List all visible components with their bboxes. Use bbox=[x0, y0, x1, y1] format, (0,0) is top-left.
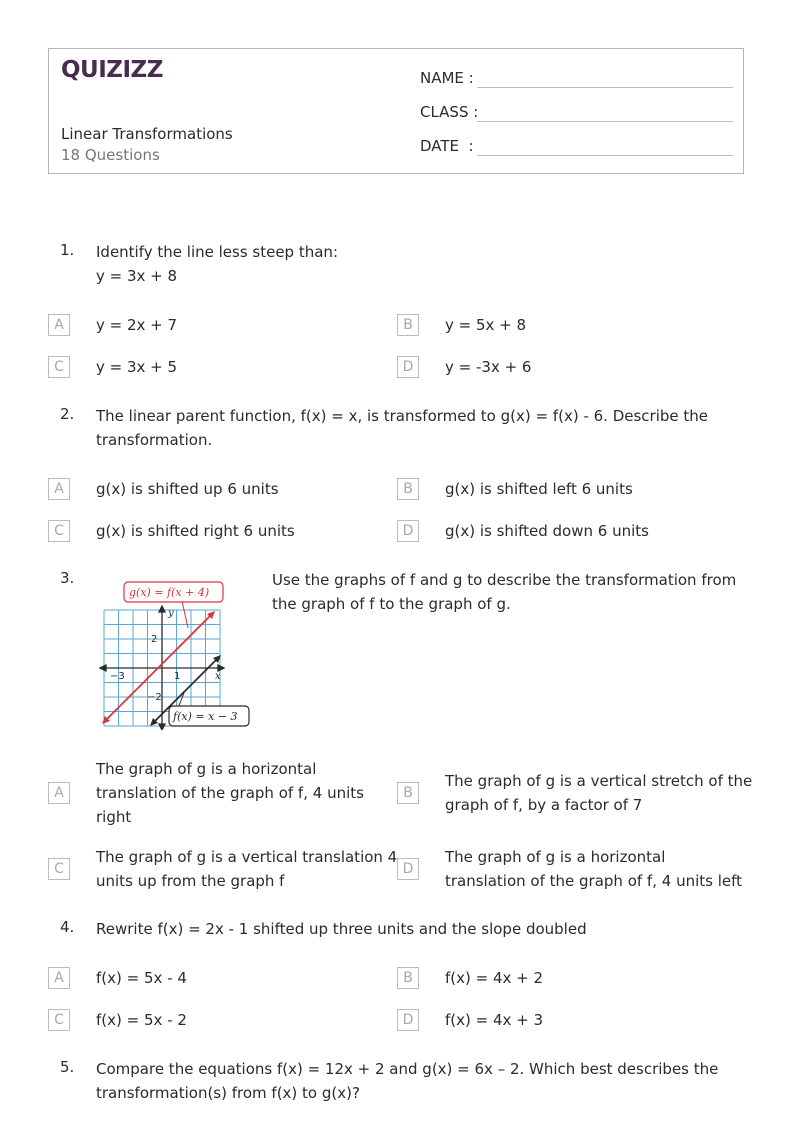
question-count: 18 Questions bbox=[61, 146, 160, 164]
worksheet-header bbox=[48, 48, 744, 174]
question-2-line-1: The linear parent function, f(x) = x, is transformed to g(x) = f(x) - 6. Describe the bbox=[96, 407, 709, 425]
question-5-text bbox=[96, 1057, 718, 1105]
tick-label-y2: 2 bbox=[151, 634, 158, 645]
q1-option-b-box[interactable]: B bbox=[397, 314, 419, 336]
q3-option-a-line-1: The graph of g is a horizontal bbox=[96, 760, 317, 778]
q3-option-c-text bbox=[96, 845, 397, 893]
tick-label-x-neg3: −3 bbox=[110, 671, 125, 682]
q3-option-a-line-3: right bbox=[96, 808, 132, 826]
question-3-line-2: the graph of f to the graph of g. bbox=[272, 595, 511, 613]
question-4-line-1: Rewrite f(x) = 2x - 1 shifted up three units and the slope doubled bbox=[96, 920, 587, 938]
tick-label-y-neg2: −2 bbox=[147, 692, 162, 703]
q4-option-b-text: f(x) = 4x + 2 bbox=[445, 969, 544, 987]
g-label: g(x) = f(x + 4) bbox=[129, 586, 210, 599]
q3-option-b-line-2: graph of f, by a factor of 7 bbox=[445, 796, 643, 814]
class-line[interactable] bbox=[477, 121, 733, 122]
quizizz-logo: QUIZIZZ bbox=[61, 57, 163, 83]
q1-option-d-text: y = -3x + 6 bbox=[445, 358, 532, 376]
q2-option-b-text: g(x) is shifted left 6 units bbox=[445, 480, 633, 498]
date-line[interactable] bbox=[477, 155, 733, 156]
q2-option-a-text: g(x) is shifted up 6 units bbox=[96, 480, 279, 498]
q2-option-d-text: g(x) is shifted down 6 units bbox=[445, 522, 649, 540]
worksheet-title: Linear Transformations bbox=[61, 125, 233, 143]
q2-option-d-box[interactable]: D bbox=[397, 520, 419, 542]
question-3-line-1: Use the graphs of f and g to describe the transformation from bbox=[272, 571, 737, 589]
name-label: NAME : bbox=[420, 69, 474, 87]
q4-option-d-box[interactable]: D bbox=[397, 1009, 419, 1031]
q4-option-d-text: f(x) = 4x + 3 bbox=[445, 1011, 544, 1029]
q3-option-b-box[interactable]: B bbox=[397, 782, 419, 804]
q2-option-c-text: g(x) is shifted right 6 units bbox=[96, 522, 295, 540]
q4-option-a-box[interactable]: A bbox=[48, 967, 70, 989]
question-2-text bbox=[96, 404, 708, 452]
q3-option-a-box[interactable]: A bbox=[48, 782, 70, 804]
question-5-number: 5. bbox=[60, 1058, 75, 1076]
question-1-number: 1. bbox=[60, 241, 75, 259]
q2-option-b-box[interactable]: B bbox=[397, 478, 419, 500]
q3-option-d-box[interactable]: D bbox=[397, 858, 419, 880]
class-label: CLASS : bbox=[420, 103, 479, 121]
question-4-text bbox=[96, 917, 587, 941]
q4-option-c-box[interactable]: C bbox=[48, 1009, 70, 1031]
q3-option-d-line-2: translation of the graph of f, 4 units left bbox=[445, 872, 743, 890]
q3-option-c-line-2: units up from the graph f bbox=[96, 872, 285, 890]
q4-option-b-box[interactable]: B bbox=[397, 967, 419, 989]
q4-option-a-text: f(x) = 5x - 4 bbox=[96, 969, 187, 987]
q3-option-a-line-2: translation of the graph of f, 4 units bbox=[96, 784, 364, 802]
q1-option-d-box[interactable]: D bbox=[397, 356, 419, 378]
question-3-text bbox=[272, 568, 736, 616]
q3-option-c-line-1: The graph of g is a vertical translation 4 bbox=[96, 848, 398, 866]
q2-option-a-box[interactable]: A bbox=[48, 478, 70, 500]
q3-option-c-box[interactable]: C bbox=[48, 858, 70, 880]
question-5-line-1: Compare the equations f(x) = 12x + 2 and g(x) = 6x – 2. Which best describes the bbox=[96, 1060, 719, 1078]
question-1-text bbox=[96, 240, 338, 288]
q3-option-a-text bbox=[96, 757, 364, 829]
question-1-line-1: Identify the line less steep than: bbox=[96, 243, 338, 261]
q1-option-a-box[interactable]: A bbox=[48, 314, 70, 336]
q3-option-b-text bbox=[445, 769, 752, 817]
question-5-line-2: transformation(s) from f(x) to g(x)? bbox=[96, 1084, 360, 1102]
q1-option-a-text: y = 2x + 7 bbox=[96, 316, 178, 334]
q4-option-c-text: f(x) = 5x - 2 bbox=[96, 1011, 187, 1029]
f-label: f(x) = x − 3 bbox=[173, 710, 238, 723]
q3-option-d-text bbox=[445, 845, 742, 893]
q3-option-b-line-1: The graph of g is a vertical stretch of the bbox=[445, 772, 753, 790]
q3-option-d-line-1: The graph of g is a horizontal bbox=[445, 848, 666, 866]
q1-option-b-text: y = 5x + 8 bbox=[445, 316, 527, 334]
question-3-number: 3. bbox=[60, 569, 75, 587]
y-axis-label: y bbox=[168, 608, 174, 619]
date-label: DATE : bbox=[420, 137, 474, 155]
question-1-line-2: y = 3x + 8 bbox=[96, 267, 178, 285]
tick-label-x1: 1 bbox=[174, 671, 181, 682]
question-2-line-2: transformation. bbox=[96, 431, 213, 449]
q2-option-c-box[interactable]: C bbox=[48, 520, 70, 542]
question-4-number: 4. bbox=[60, 918, 75, 936]
question-2-number: 2. bbox=[60, 405, 75, 423]
x-axis-label: x bbox=[215, 671, 221, 682]
q1-option-c-box[interactable]: C bbox=[48, 356, 70, 378]
q1-option-c-text: y = 3x + 5 bbox=[96, 358, 178, 376]
transformation-graph bbox=[98, 578, 254, 730]
name-line[interactable] bbox=[477, 87, 733, 88]
